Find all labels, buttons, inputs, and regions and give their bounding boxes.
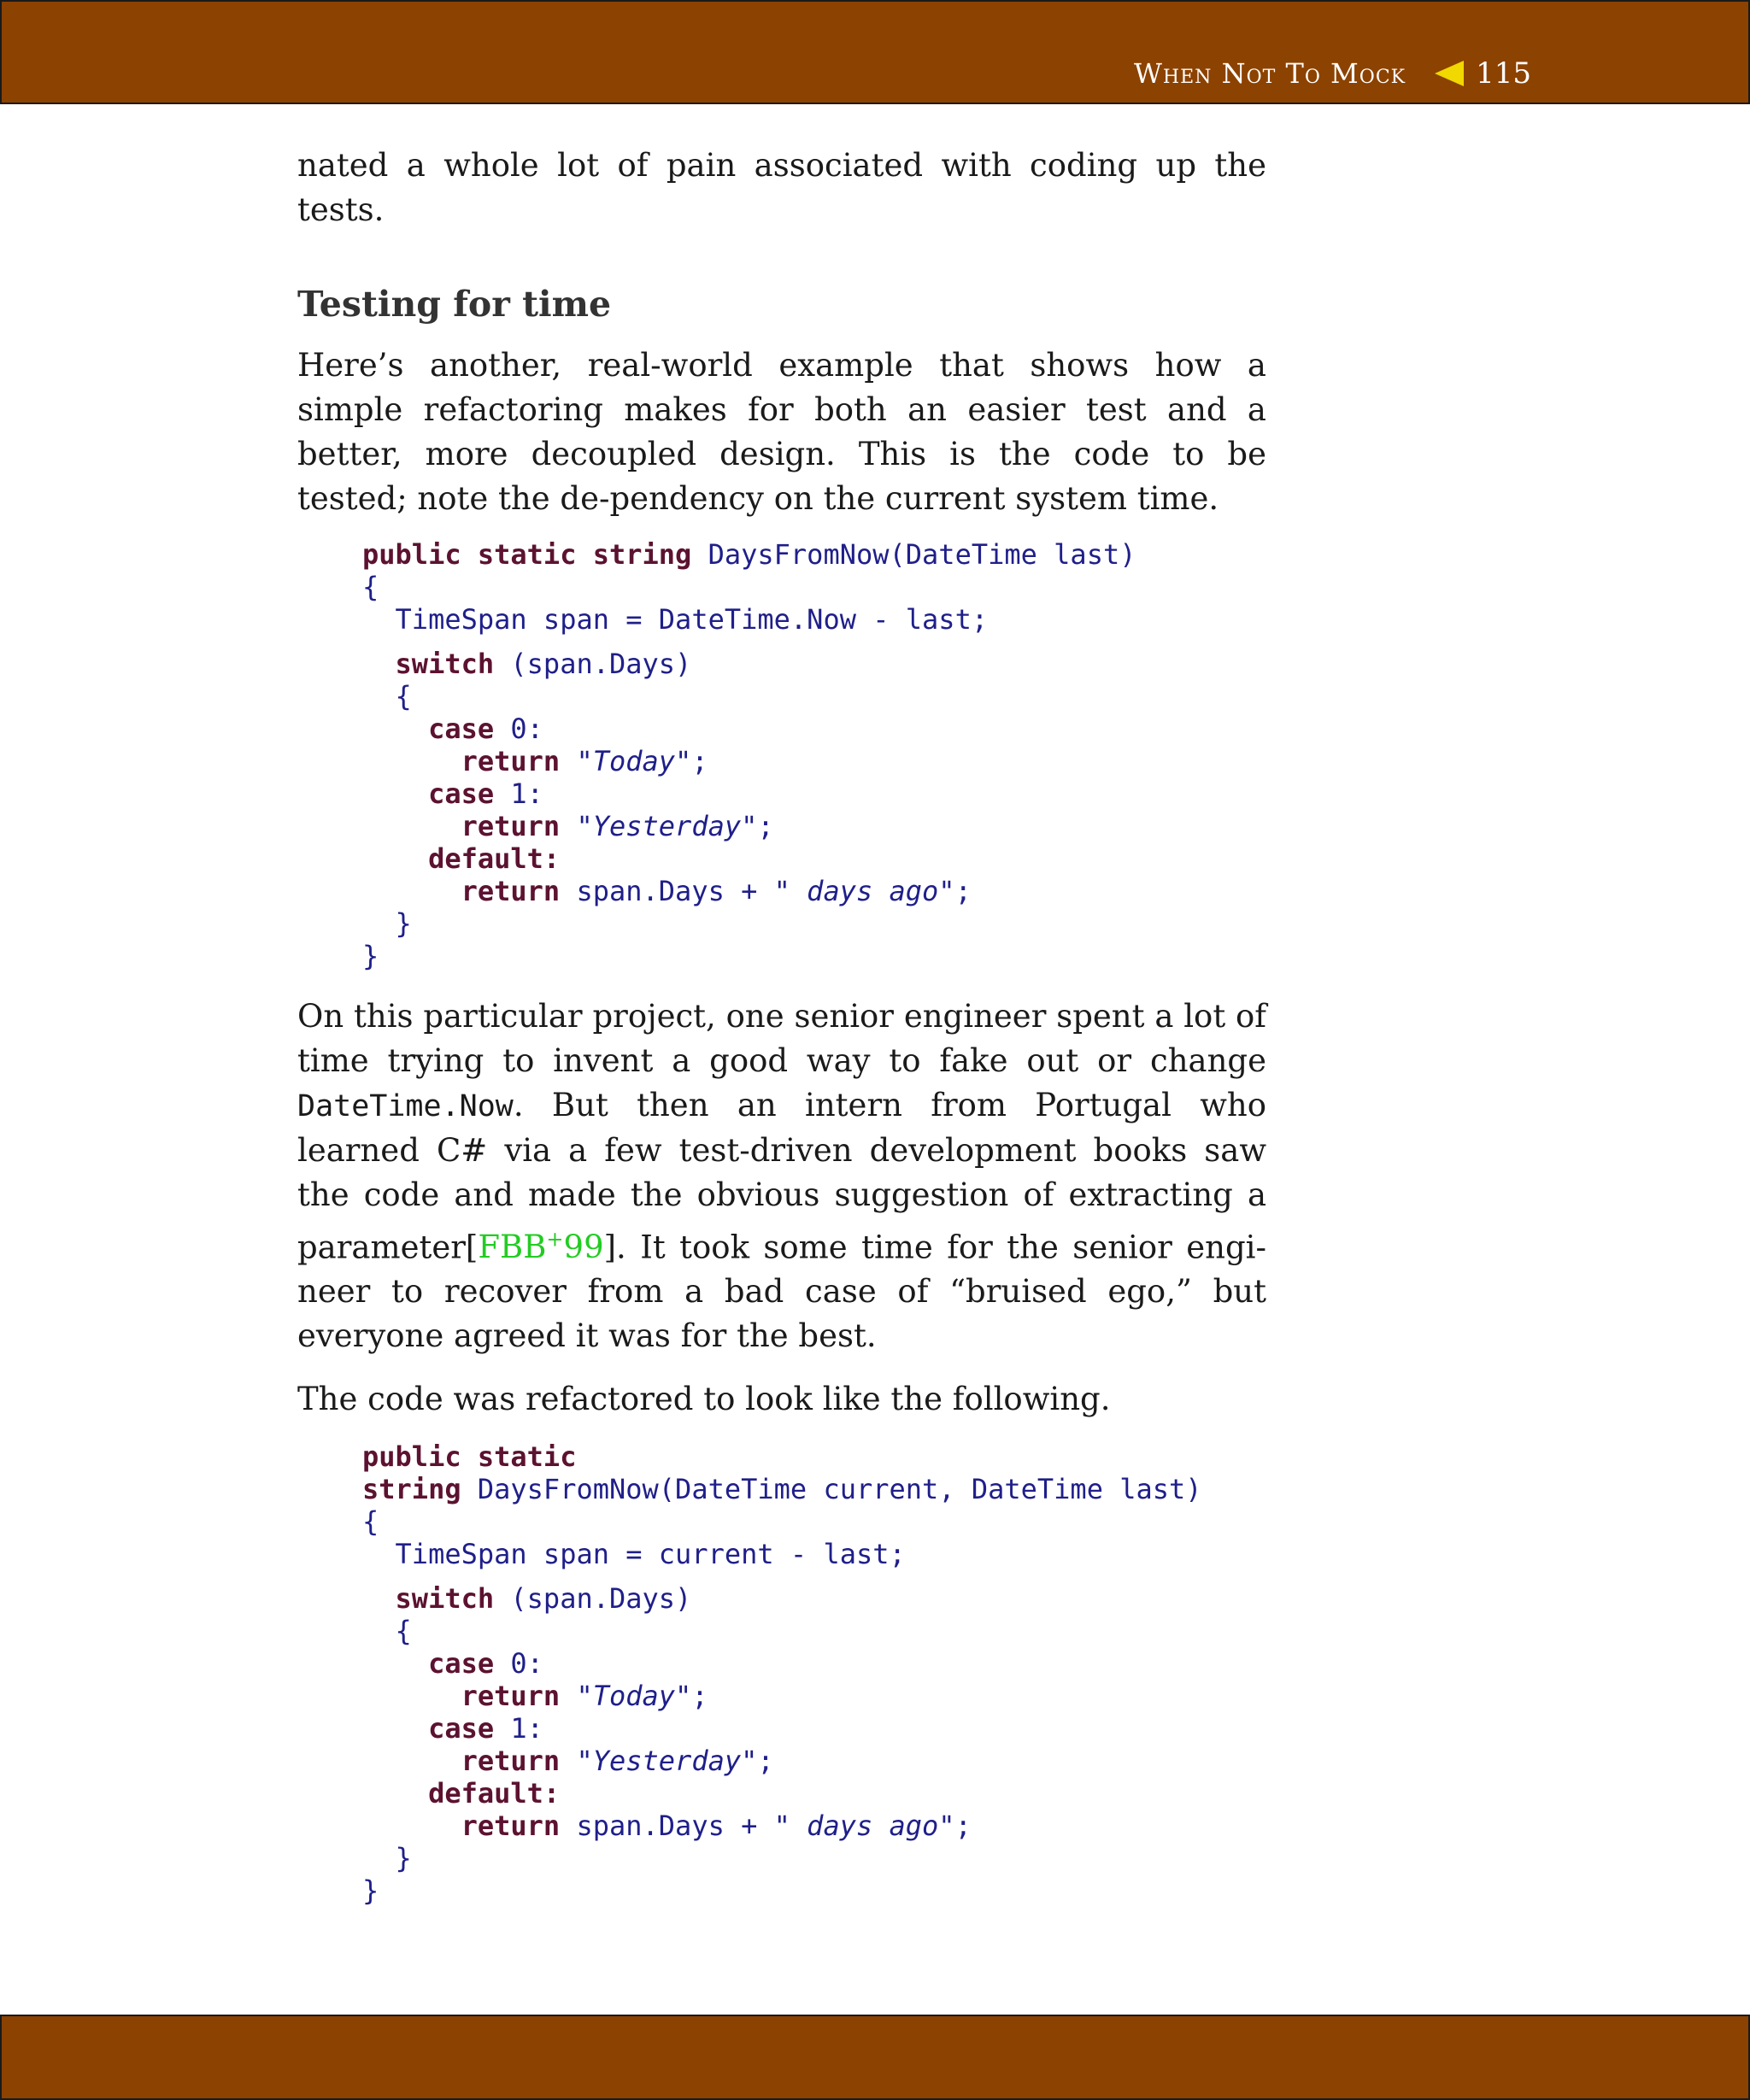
running-head [1134, 56, 1531, 91]
code-keyword: switch [395, 1582, 495, 1616]
code-text: (span.Days) [494, 1582, 692, 1616]
paragraph-text: ]. It took some time for the senior engi-neer to recover from a bad case of “bruised ego,” but everyone agreed it was for the best. [297, 1229, 1266, 1355]
code-text: 0: [494, 1647, 543, 1681]
citation-year: 99 [563, 1229, 604, 1266]
code-text: (span.Days) [494, 648, 692, 680]
page-number: 115 [1476, 56, 1531, 91]
citation-sup: + [546, 1228, 564, 1252]
code-text: 1: [494, 777, 543, 810]
code-text: span.Days + [560, 875, 774, 907]
code-string: "Today" [576, 745, 692, 777]
code-text: ; [691, 745, 708, 777]
code-text: } [395, 907, 412, 940]
code-text: ; [691, 1680, 708, 1713]
code-block-refactored [362, 1440, 1266, 1907]
code-keyword: default: [428, 842, 561, 875]
carryover-paragraph: nated a whole lot of pain associated with coding up the tests. [297, 147, 1266, 228]
code-text: TimeSpan span = DateTime.Now - last; [395, 603, 989, 636]
code-text: { [362, 571, 379, 603]
code-text: 1: [494, 1712, 543, 1745]
code-keyword: return [461, 1810, 561, 1843]
inline-code: DateTime.Now [297, 1089, 514, 1123]
code-keyword: return [461, 1745, 561, 1778]
footer-band [0, 2015, 1750, 2100]
section-heading: Testing for time [297, 284, 612, 325]
code-text: DaysFromNow(DateTime current, DateTime last) [461, 1473, 1202, 1506]
code-keyword: case [428, 713, 495, 745]
code-text: { [362, 1505, 379, 1539]
citation-text: FBB [478, 1229, 547, 1266]
chapter-title: When Not To Mock [1134, 57, 1406, 90]
paragraph-intro-example: Here’s another, real-world example that shows how a simple refactoring makes for both an easier test and a better, more decoupled design. This is the code to be tested; note the de-pendency on the current system time. [297, 347, 1266, 517]
code-text: TimeSpan span = current - last; [395, 1538, 906, 1571]
code-text: } [362, 1874, 379, 1908]
code-keyword: return [461, 875, 561, 907]
header-band [0, 0, 1750, 104]
page-body [297, 144, 1266, 1907]
code-text: } [395, 1842, 412, 1875]
code-keyword: public static string [362, 538, 692, 571]
code-text: ; [757, 1745, 774, 1778]
code-text: ; [757, 810, 774, 842]
paragraph-intern-story [297, 994, 1266, 1358]
paragraph-refactor-intro: The code was refactored to look like the following. [297, 1381, 1111, 1418]
code-keyword: case [428, 777, 495, 810]
code-text: span.Days + [560, 1810, 774, 1843]
code-keyword: return [461, 810, 561, 842]
code-text: } [362, 940, 379, 972]
prev-page-arrow-icon[interactable] [1435, 61, 1464, 86]
code-string: " days ago" [773, 1810, 955, 1843]
code-text: ; [954, 875, 972, 907]
code-string: "Today" [576, 1680, 692, 1713]
code-keyword: return [461, 745, 561, 777]
code-keyword: case [428, 1647, 495, 1681]
paragraph-text: . But then an intern from Portugal who learned C# via a few test-driven development books saw the code and made the obvious suggestion of extracting a parameter[ [297, 1087, 1266, 1266]
code-keyword: switch [395, 648, 495, 680]
code-keyword: default: [428, 1777, 561, 1810]
code-keyword: case [428, 1712, 495, 1745]
citation-link[interactable] [478, 1229, 603, 1265]
code-block-original [362, 538, 1266, 972]
code-text: 0: [494, 713, 543, 745]
code-text: { [395, 1615, 412, 1648]
code-text: { [395, 680, 412, 713]
code-text: ; [954, 1810, 972, 1843]
code-string: "Yesterday" [576, 810, 758, 842]
code-keyword: string [362, 1473, 461, 1506]
code-string: "Yesterday" [576, 1745, 758, 1778]
code-text: DaysFromNow(DateTime last) [691, 538, 1136, 571]
code-string: " days ago" [773, 875, 955, 907]
code-keyword: return [461, 1680, 561, 1713]
code-keyword: public static [362, 1440, 577, 1474]
paragraph-text: On this particular project, one senior engineer spent a lot of time trying to invent a good way to fake out or change [297, 998, 1266, 1079]
